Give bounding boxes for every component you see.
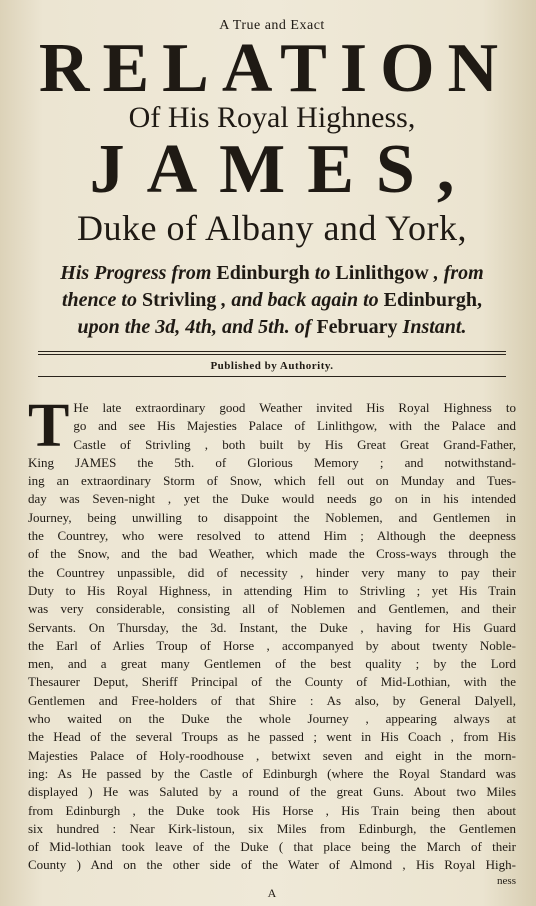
heading-duke-title: Duke of Albany and York,: [77, 208, 467, 248]
progress-text: Instant.: [397, 316, 467, 338]
progress-statement: [28, 260, 516, 341]
body-line: County ) And on the other side of the Water of Almond , His Royal High-: [28, 857, 516, 873]
body-line: Castle of Strivling , both built by His Great Great Grand-Father,: [73, 436, 516, 452]
body-line: the Head of the several Troups as he passed ; went in His Coach , from His: [28, 729, 516, 745]
body-line: Servants. On Thursday, the 3d. Instant, the Duke , having for His Guard: [28, 619, 516, 635]
body-lines: [28, 392, 516, 875]
body-line: go and see His Majesties Palace of Linlithgow, with the Palace and: [73, 418, 516, 434]
body-line: He late extraordinary good Weather invited His Royal Highness to: [73, 400, 516, 415]
body-line: six hundred : Near Kirk-listoun, six Miles from Edinburgh, the Gentlemen: [28, 820, 516, 836]
body-line: King JAMES the 5th. of Glorious Memory ; and notwithstand-: [28, 454, 516, 470]
body-line: was very considerable, consisting all of Noblemen and Gentlemen, and their: [28, 601, 516, 617]
month-february: February: [316, 316, 398, 338]
body-line: displayed ) He was Saluted by a round of the great Guns. About two Miles: [28, 784, 516, 800]
body-line: who waited on the Duke the whole Journey , appearing always at: [28, 711, 516, 727]
signature-mark: A: [267, 885, 277, 900]
single-rule: [38, 376, 506, 377]
body-line: Duty to His Royal Highness, in attending Him to Strivling ; yet His Train: [28, 582, 516, 598]
place-linlithgow: Linlithgow: [335, 262, 429, 284]
progress-text: His Progress from: [60, 262, 217, 284]
progress-text: upon the 3d, 4th, and 5th. of: [77, 316, 317, 338]
progress-text: thence to: [61, 289, 142, 311]
heading-james: JAMES,: [89, 131, 477, 208]
body-line: ing an extraordinary Storm of Snow, which fell out on Munday and Tues-: [28, 473, 516, 489]
progress-line-3: [28, 314, 516, 341]
body-line: Journey, being unwilling to disappoint the Noblemen, and Gentlemen in: [28, 509, 516, 525]
progress-line-1: [28, 260, 516, 287]
body-line: the Earl of Arlies Troup of Horse , accompanyed by about twenty Noble-: [28, 637, 516, 653]
heading-royal-highness: Of His Royal Highness,: [128, 101, 416, 134]
body-line: of Mid-lothian took leave of the Duke ( that place being the March of their: [28, 839, 516, 855]
progress-text: to: [309, 262, 336, 284]
body-line: Majesties Palace of Holy-roodhouse , betwixt seven and eight in the morn-: [28, 747, 516, 763]
catchword: ness: [497, 874, 516, 887]
body-text: [28, 392, 516, 900]
body-line: Thesaurer Deput, Sheriff Principal of the County of Mid-Lothian, with the: [28, 674, 516, 690]
body-line: the Countrey, who were resolved to attend Him ; Although the deepness: [28, 528, 516, 544]
body-line: from Edinburgh , the Duke took His Horse , His Train being then about: [28, 802, 516, 818]
body-line: the Countrey unpassible, did of necessity , hinder very many to pay their: [28, 564, 516, 580]
progress-line-2: [28, 287, 516, 314]
body-line: Gentlemen and Free-holders of that Shire : As also, by General Dalyell,: [28, 692, 516, 708]
body-line: ing: As He passed by the Castle of Edinburgh (where the Royal Standard was: [28, 765, 516, 781]
progress-text: , from: [428, 262, 484, 284]
place-edinburgh: Edinburgh: [216, 262, 310, 284]
body-line: men, and a great many Gentlemen of the best quality ; by the Lord: [28, 656, 516, 672]
place-edinburgh: Edinburgh,: [383, 289, 483, 311]
progress-text: , and back again to: [216, 289, 384, 311]
authority-line: Published by Authority.: [210, 360, 334, 372]
drop-cap: T: [28, 392, 70, 460]
heading-relation: RELATION: [38, 30, 512, 107]
double-rule: [38, 351, 506, 355]
heading-line-1: A True and Exact: [219, 18, 325, 33]
body-line: of the Snow, and the bad Weather, which made the Cross-ways through the: [28, 546, 516, 562]
body-line: day was Seven-night , yet the Duke would needs go on in his intended: [28, 491, 516, 507]
place-strivling: Strivling: [141, 289, 217, 311]
